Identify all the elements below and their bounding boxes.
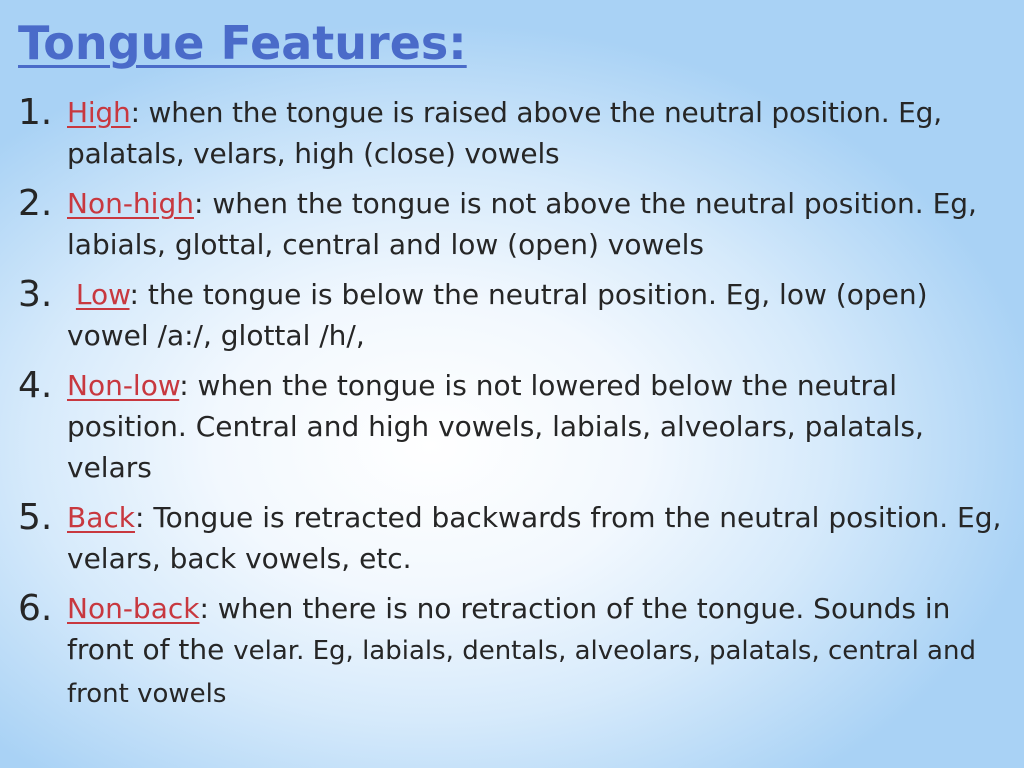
feature-term-back: Back xyxy=(67,501,135,534)
feature-term-non-back: Non-back xyxy=(67,592,200,625)
feature-description: : when the tongue is raised above the neutral position. Eg, palatals, velars, high (close) vowels xyxy=(67,96,942,170)
feature-term-non-high: Non-high xyxy=(67,187,194,220)
list-item xyxy=(18,274,1008,356)
item-number: 1. xyxy=(18,92,52,133)
feature-term-high: High xyxy=(67,96,131,129)
list-item xyxy=(18,365,1008,488)
list-item xyxy=(18,183,1008,265)
item-number: 2. xyxy=(18,183,53,224)
feature-description: : when there is no retraction of the tongue. Sounds in front of the xyxy=(67,592,951,666)
feature-description: : when the tongue is not lowered below the neutral position. Central and high vowels, labials, alveolars, palatals, velars xyxy=(67,369,924,484)
feature-description: : Tongue is retracted backwards from the neutral position. Eg, velars, back vowels, etc. xyxy=(67,501,1002,575)
feature-description-small: velar. Eg, labials, dentals, alveolars, palatals, central and front vowels xyxy=(67,636,976,709)
page-title: Tongue Features: xyxy=(18,16,467,70)
item-number: 5. xyxy=(18,497,53,538)
feature-term-non-low: Non-low xyxy=(67,369,180,402)
feature-description: : when the tongue is not above the neutral position. Eg, labials, glottal, central and low (open) vowels xyxy=(67,187,977,261)
item-number: 4. xyxy=(18,365,53,406)
item-number: 6. xyxy=(18,588,53,629)
feature-description: : the tongue is below the neutral position. Eg, low (open) vowel /a:/, glottal /h/, xyxy=(67,278,928,352)
list-item xyxy=(18,588,1008,715)
list-item xyxy=(18,92,1008,174)
list-item xyxy=(18,497,1008,579)
feature-term-low: Low xyxy=(75,278,130,311)
item-number: 3. xyxy=(18,274,53,315)
feature-list xyxy=(18,92,1008,724)
